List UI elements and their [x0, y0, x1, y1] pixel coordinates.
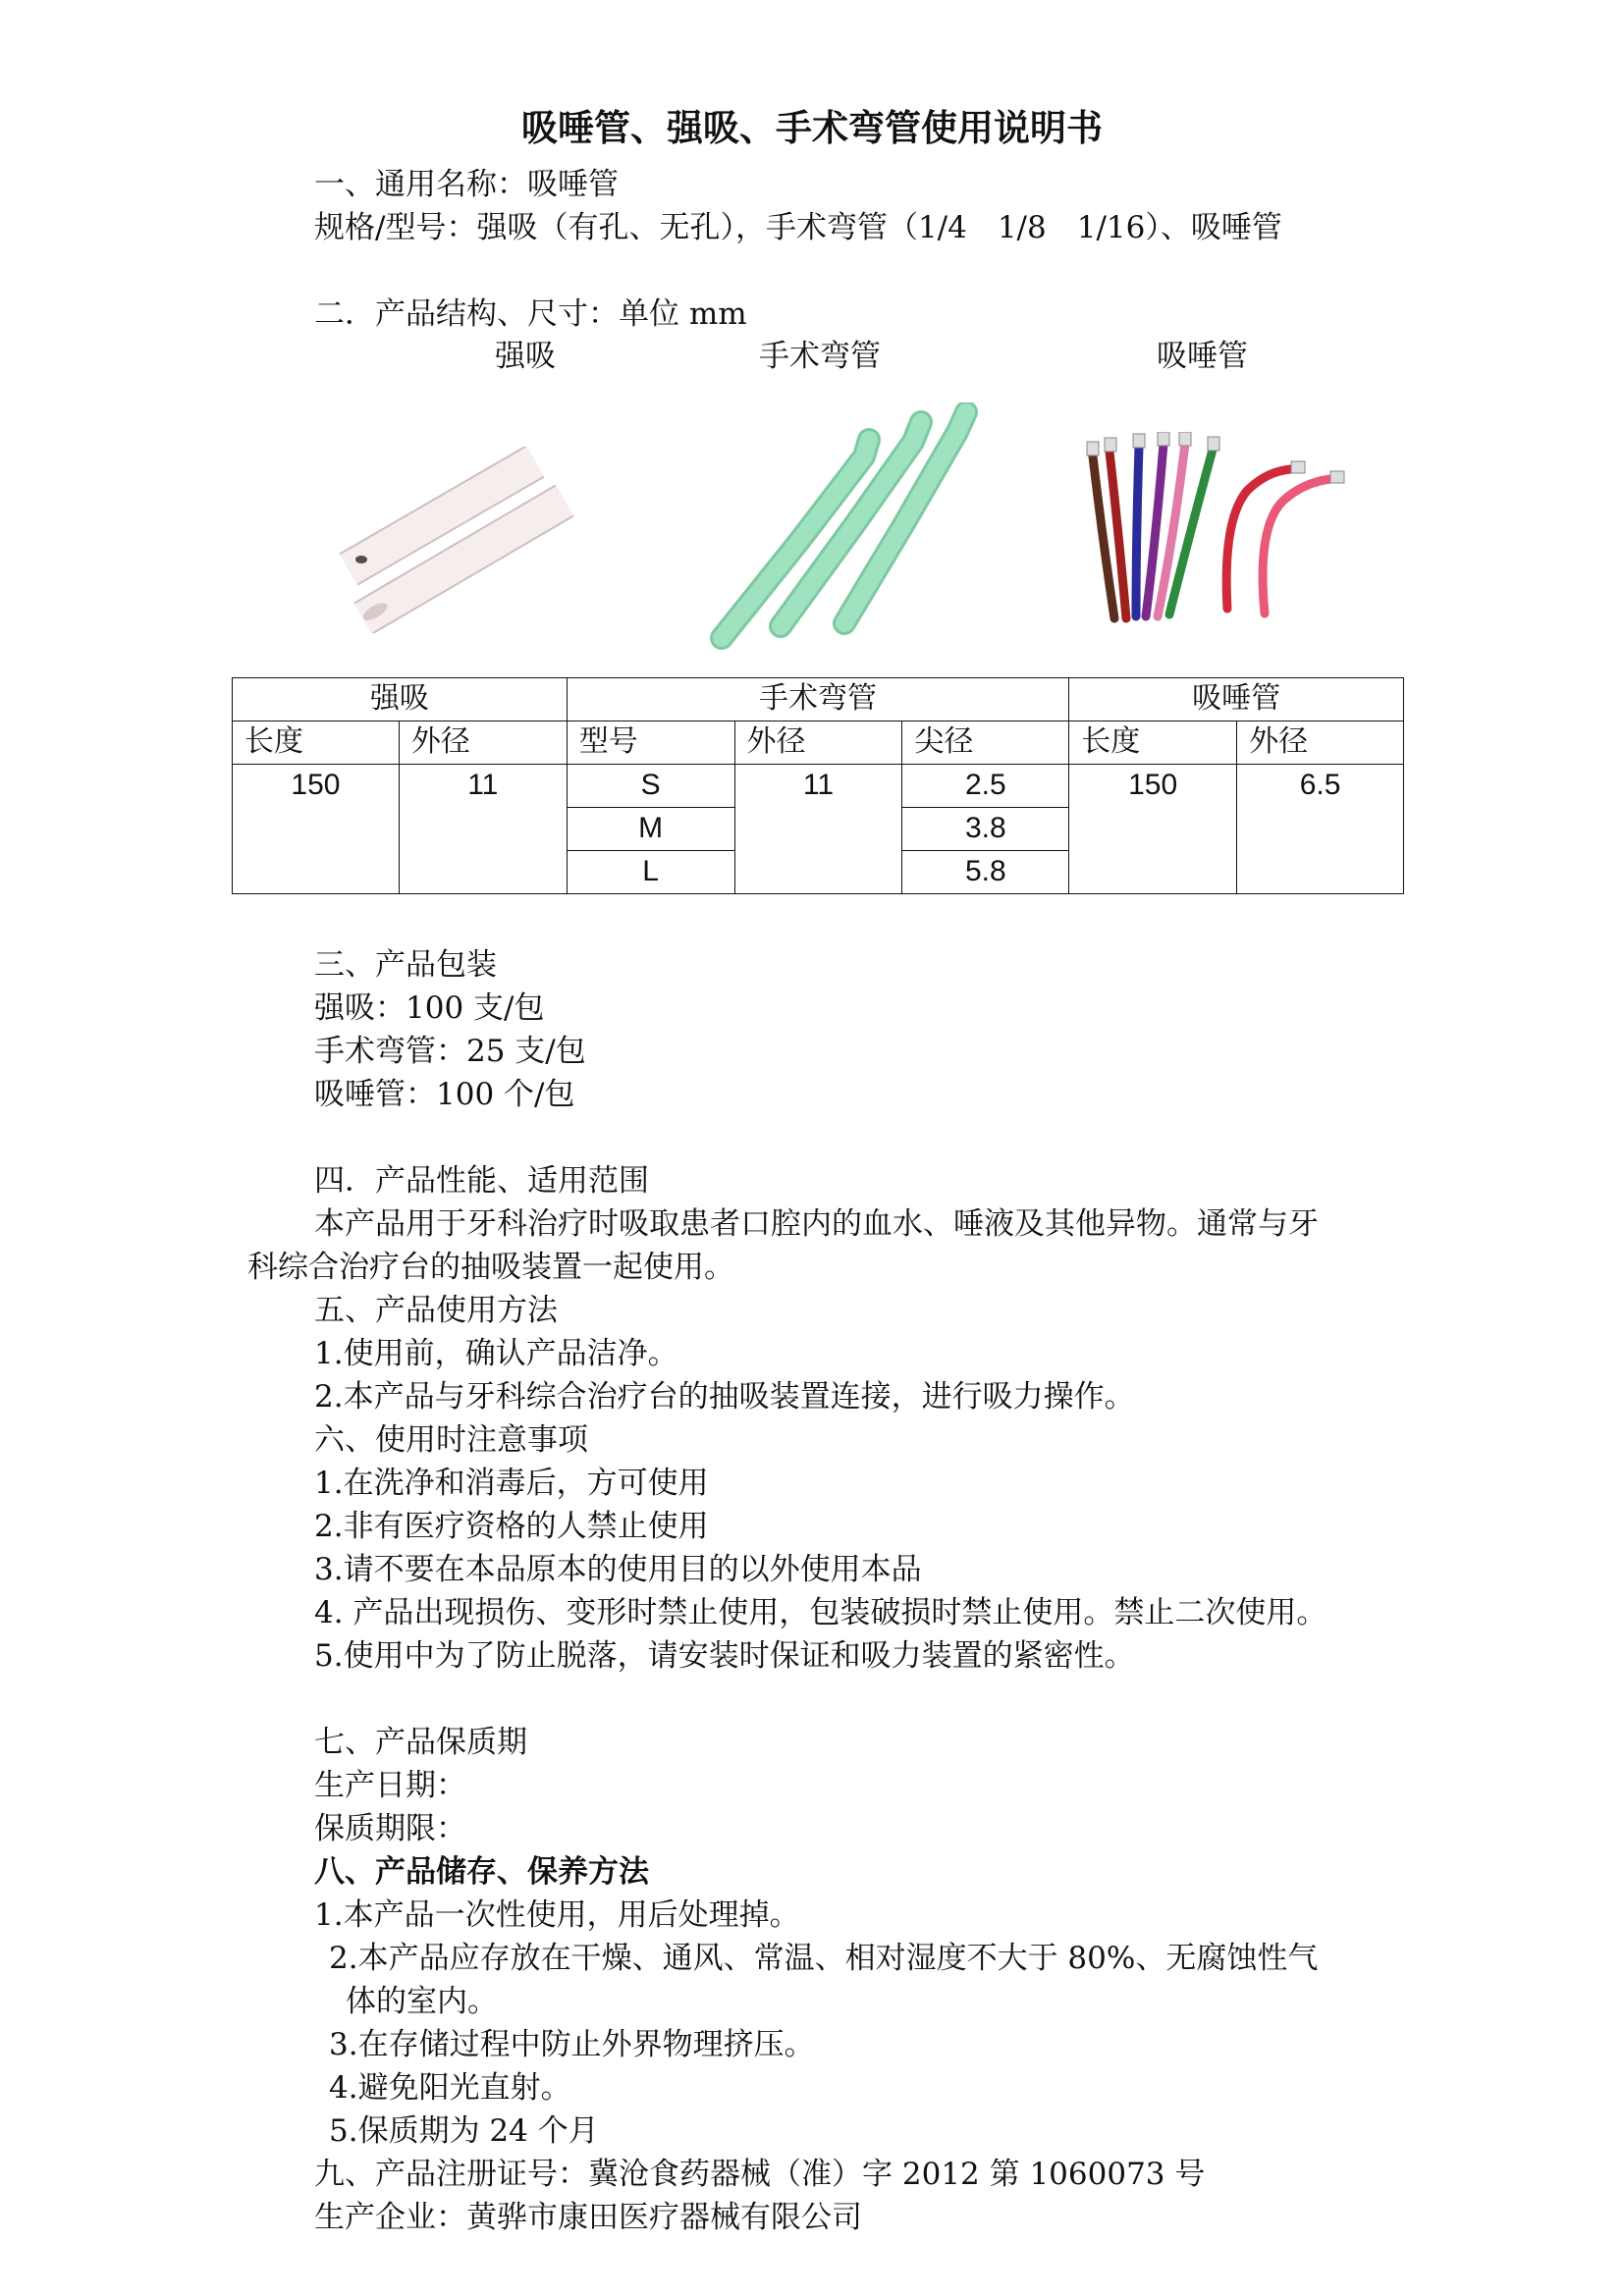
shoushu-image: [707, 402, 992, 658]
model-m: M: [567, 808, 734, 851]
production-date: 生产日期：: [314, 1768, 466, 1803]
qiangxi-od: 11: [399, 765, 567, 894]
method-item: 2.本产品与牙科综合治疗台的抽吸装置连接，进行吸力操作。: [314, 1379, 1135, 1415]
table-group-row: [233, 678, 1404, 721]
header-od: 外径: [1237, 721, 1404, 765]
model-s: S: [567, 765, 734, 808]
header-length: 长度: [1069, 721, 1237, 765]
caption-qiangxi: 强吸: [495, 339, 556, 374]
registration-number: 九、产品注册证号：冀沧食药器械（准）字 2012 第 1060073 号: [314, 2157, 1206, 2192]
table-header-row: [233, 721, 1404, 765]
storage-item: 3.在存储过程中防止外界物理挤压。: [329, 2027, 815, 2062]
usage-paragraph-line: 本产品用于牙科治疗时吸取患者口腔内的血水、唾液及其他异物。通常与牙: [314, 1206, 1319, 1242]
xituo-od: 6.5: [1237, 765, 1404, 894]
tip-s: 2.5: [902, 765, 1069, 808]
section2-heading: 二．产品结构、尺寸：单位 mm: [314, 296, 747, 332]
package-item: 手术弯管：25 支/包: [314, 1034, 586, 1069]
package-item: 强吸：100 支/包: [314, 990, 545, 1026]
storage-item: 4.避免阳光直射。: [329, 2070, 571, 2106]
caption-shoushu: 手术弯管: [759, 339, 881, 374]
caption-xituo: 吸唾管: [1157, 339, 1248, 374]
spec-table: [232, 677, 1404, 894]
header-length: 长度: [233, 721, 400, 765]
qiangxi-image: [324, 447, 599, 633]
table-row: [233, 765, 1404, 808]
group-xituo: 吸唾管: [1069, 678, 1404, 721]
generic-name: 一、通用名称：吸唾管: [314, 167, 619, 202]
caution-item: 5.使用中为了防止脱落，请安装时保证和吸力装置的紧密性。: [314, 1638, 1135, 1674]
header-tip: 尖径: [902, 721, 1069, 765]
group-shoushu: 手术弯管: [567, 678, 1069, 721]
tip-l: 5.8: [902, 851, 1069, 894]
tip-m: 3.8: [902, 808, 1069, 851]
storage-item: 体的室内。: [346, 1984, 498, 2019]
manufacturer: 生产企业：黄骅市康田医疗器械有限公司: [314, 2200, 862, 2235]
shelf-life: 保质期限：: [314, 1811, 466, 1846]
caution-item: 3.请不要在本品原本的使用目的以外使用本品: [314, 1552, 922, 1587]
section8-heading: 八、产品储存、保养方法: [314, 1854, 649, 1890]
spec-model: 规格/型号：强吸（有孔、无孔），手术弯管（1/4 1/8 1/16）、吸唾管: [314, 210, 1282, 245]
storage-item: 2.本产品应存放在干燥、通风、常温、相对湿度不大于 80%、无腐蚀性气: [329, 1941, 1319, 1976]
caution-item: 2.非有医疗资格的人禁止使用: [314, 1509, 709, 1544]
section3-heading: 三、产品包装: [314, 947, 497, 983]
header-od: 外径: [734, 721, 902, 765]
package-item: 吸唾管：100 个/包: [314, 1077, 575, 1112]
caution-item: 4. 产品出现损伤、变形时禁止使用，包装破损时禁止使用。禁止二次使用。: [314, 1595, 1327, 1630]
shoushu-od: 11: [734, 765, 902, 894]
section7-heading: 七、产品保质期: [314, 1725, 527, 1760]
section4-heading: 四．产品性能、适用范围: [314, 1163, 649, 1199]
storage-item: 5.保质期为 24 个月: [329, 2113, 599, 2149]
section5-heading: 五、产品使用方法: [314, 1293, 558, 1328]
caution-item: 1.在洗净和消毒后，方可使用: [314, 1466, 709, 1501]
document-title: 吸唾管、强吸、手术弯管使用说明书: [521, 106, 1103, 149]
section6-heading: 六、使用时注意事项: [314, 1422, 588, 1458]
xituo-image: [1075, 432, 1360, 628]
usage-paragraph-line: 科综合治疗台的抽吸装置一起使用。: [247, 1250, 734, 1285]
header-model: 型号: [567, 721, 734, 765]
model-l: L: [567, 851, 734, 894]
header-od: 外径: [399, 721, 567, 765]
qiangxi-length: 150: [233, 765, 400, 894]
storage-item: 1.本产品一次性使用，用后处理掉。: [314, 1897, 800, 1933]
method-item: 1.使用前，确认产品洁净。: [314, 1336, 678, 1371]
group-qiangxi: 强吸: [233, 678, 568, 721]
xituo-length: 150: [1069, 765, 1237, 894]
